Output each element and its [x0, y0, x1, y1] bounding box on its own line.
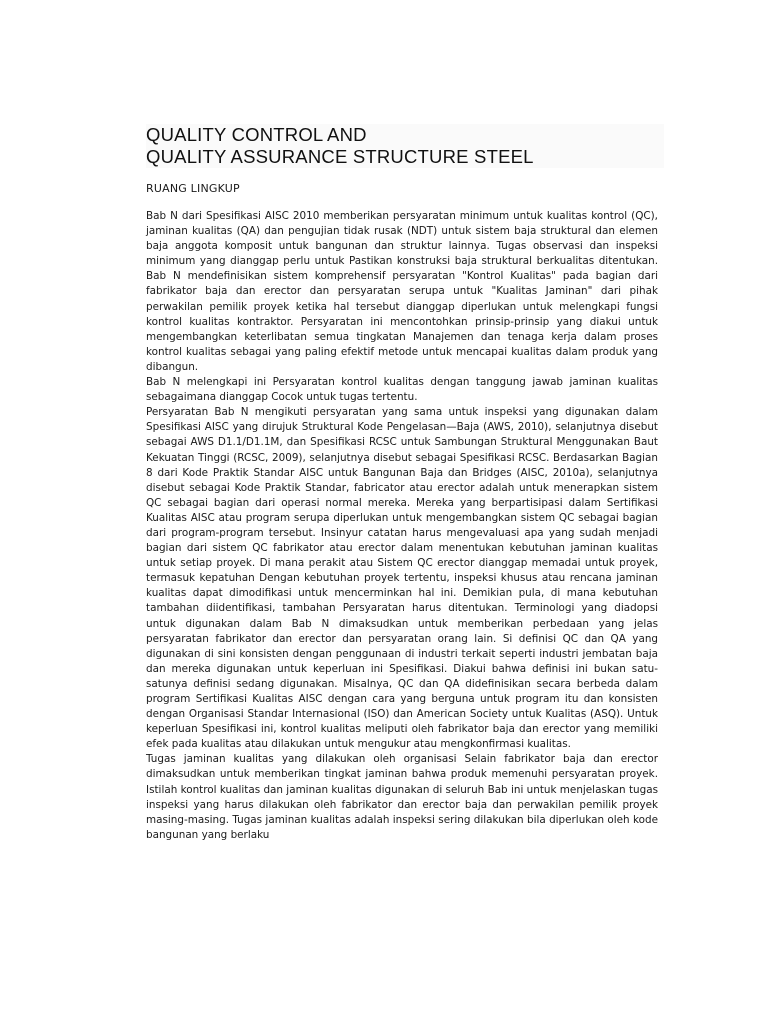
title-line-2: QUALITY ASSURANCE STRUCTURE STEEL	[146, 146, 534, 167]
document-title	[146, 124, 664, 168]
body-text	[146, 209, 658, 843]
paragraph: Bab N dari Spesifikasi AISC 2010 memberikan persyaratan minimum untuk kualitas kontrol (QC), jaminan kualitas (QA) dan pengujian tidak rusak (NDT) untuk sistem baja struktural dan elemen baja anggota komposit untuk bangunan dan struktur lainnya. Tugas observasi dan inspeksi minimum yang dianggap perlu untuk Pastikan konstruksi baja struktural berkualitas ditentukan. Bab N mendefinisikan sistem komprehensif persyaratan "Kontrol Kualitas" pada bagian dari fabrikator baja dan erector dan persyaratan serupa untuk "Kualitas Jaminan" dari pihak perwakilan pemilik proyek ketika hal tersebut dianggap diperlukan untuk melengkapi fungsi kontrol kualitas kontraktor. Persyaratan ini mencontohkan prinsip-prinsip yang diakui untuk mengembangkan keterlibatan semua tingkatan Manajemen dan tenaga kerja dalam proses kontrol kualitas sebagai yang paling efektif metode untuk mencapai kualitas dalam produk yang dibangun.	[146, 210, 658, 373]
title-line-1: QUALITY CONTROL AND	[146, 124, 367, 145]
section-heading: RUANG LINGKUP	[146, 182, 240, 195]
paragraph: Bab N melengkapi ini Persyaratan kontrol kualitas dengan tanggung jawab jaminan kualitas sebagaimana dianggap Cocok untuk tugas tertentu.	[146, 376, 658, 404]
paragraph: Persyaratan Bab N mengikuti persyaratan yang sama untuk inspeksi yang digunakan dalam Spesifikasi AISC yang dirujuk Struktural Kode Pengelasan—Baja (AWS, 2010), selanjutnya disebut sebagai AWS D1.1/D1.1M, dan Spesifikasi RCSC untuk Sambungan Struktural Menggunakan Baut Kekuatan Tinggi (RCSC, 2009), selanjutnya disebut sebagai Spesifikasi RCSC. Berdasarkan Bagian 8 dari Kode Praktik Standar AISC untuk Bangunan Baja dan Bridges (AISC, 2010a), selanjutnya disebut sebagai Kode Praktik Standar, fabricator atau erector adalah untuk menerapkan sistem QC sebagai bagian dari operasi normal mereka. Mereka yang berpartisipasi dalam Sertifikasi Kualitas AISC atau program serupa diperlukan untuk mengembangkan sistem QC sebagai bagian dari program-program tersebut. Insinyur catatan harus mengevaluasi apa yang sudah menjadi bagian dari sistem QC fabrikator atau erector dalam menentukan kebutuhan jaminan kualitas untuk setiap proyek. Di mana perakit atau Sistem QC erector dianggap memadai untuk proyek, termasuk kepatuhan Dengan kebutuhan proyek tertentu, inspeksi khusus atau rencana jaminan kualitas dapat dimodifikasi untuk mencerminkan hal ini. Demikian pula, di mana kebutuhan tambahan diidentifikasi, tambahan Persyaratan harus ditentukan. Terminologi yang diadopsi untuk digunakan dalam Bab N dimaksudkan untuk memberikan perbedaan yang jelas persyaratan fabrikator dan erector dan persyaratan orang lain. Si definisi QC dan QA yang digunakan di sini konsisten dengan penggunaan di industri terkait seperti industri jembatan baja dan mereka digunakan untuk keperluan ini Spesifikasi. Diakui bahwa definisi ini bukan satu-satunya definisi sedang digunakan. Misalnya, QC dan QA didefinisikan secara berbeda dalam program Sertifikasi Kualitas AISC dengan cara yang berguna untuk program itu dan konsisten dengan Organisasi Standar Internasional (ISO) dan American Society untuk Kualitas (ASQ). Untuk keperluan Spesifikasi ini, kontrol kualitas meliputi oleh fabrikator baja dan erector yang memiliki efek pada kualitas atau dilakukan untuk mengukur atau mengkonfirmasi kualitas.	[146, 406, 658, 751]
paragraph: Tugas jaminan kualitas yang dilakukan oleh organisasi Selain fabrikator baja dan erector dimaksudkan untuk memberikan tingkat jaminan bahwa produk memenuhi persyaratan proyek. Istilah kontrol kualitas dan jaminan kualitas digunakan di seluruh Bab ini untuk menjelaskan tugas inspeksi yang harus dilakukan oleh fabrikator dan erector baja dan perwakilan pemilik proyek masing-masing. Tugas jaminan kualitas adalah inspeksi sering dilakukan bila diperlukan oleh kode bangunan yang berlaku	[146, 753, 658, 841]
